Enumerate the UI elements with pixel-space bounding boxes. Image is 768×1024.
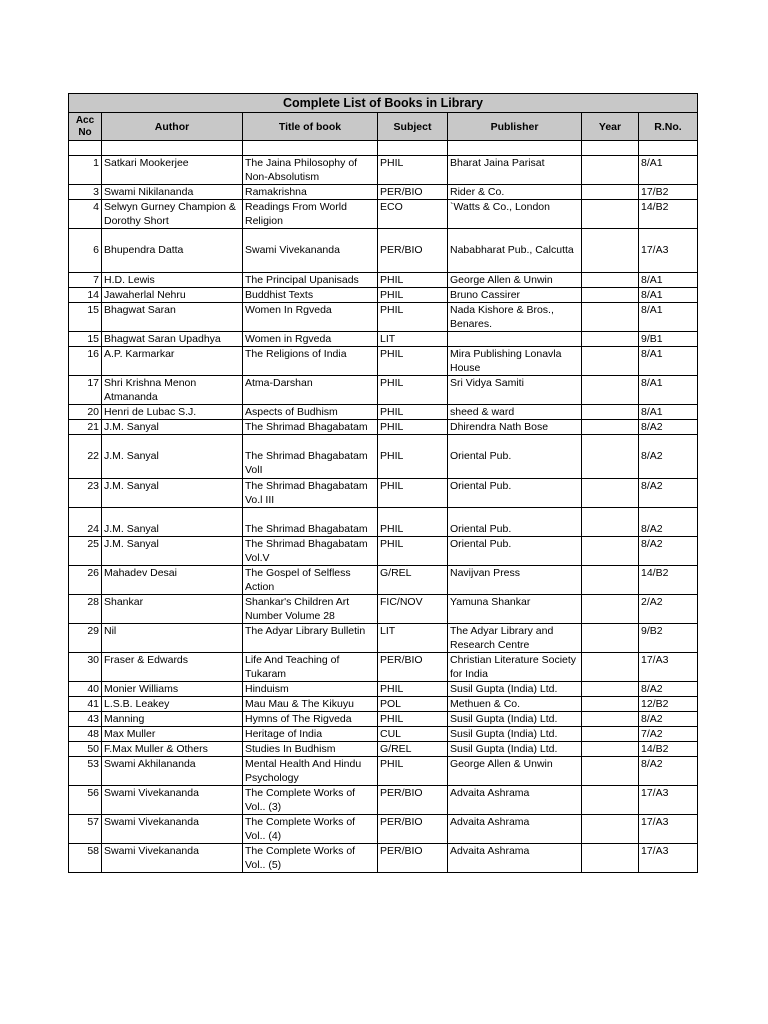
- cell-subject: PHIL: [378, 303, 448, 332]
- cell-year: [582, 624, 639, 653]
- cell-acc-no: 28: [69, 595, 102, 624]
- cell-author: Swami Nikilananda: [102, 185, 243, 200]
- table-body: [69, 156, 698, 873]
- cell-year: [582, 786, 639, 815]
- cell-author: J.M. Sanyal: [102, 537, 243, 566]
- cell-subject: ECO: [378, 200, 448, 229]
- cell-author: Swami Vivekananda: [102, 815, 243, 844]
- cell-author: Bhagwat Saran: [102, 303, 243, 332]
- cell-subject: PHIL: [378, 537, 448, 566]
- cell-title: The Shrimad Bhagabatam Vo.l III: [243, 479, 378, 508]
- cell-title: Mau Mau & The Kikuyu: [243, 697, 378, 712]
- cell-author: Swami Akhilananda: [102, 757, 243, 786]
- col-header-rno: R.No.: [639, 113, 698, 141]
- cell-year: [582, 303, 639, 332]
- cell-publisher: Dhirendra Nath Bose: [448, 420, 582, 435]
- cell-author: J.M. Sanyal: [102, 435, 243, 479]
- table-row: [69, 624, 698, 653]
- cell-title: Atma-Darshan: [243, 376, 378, 405]
- table-row: [69, 682, 698, 697]
- cell-publisher: Mira Publishing Lonavla House: [448, 347, 582, 376]
- cell-acc-no: 40: [69, 682, 102, 697]
- table-row: [69, 229, 698, 273]
- cell-publisher: Bruno Cassirer: [448, 288, 582, 303]
- cell-rack-no: 7/A2: [639, 727, 698, 742]
- cell-publisher: Rider & Co.: [448, 185, 582, 200]
- table-row: [69, 537, 698, 566]
- cell-title: Aspects of Budhism: [243, 405, 378, 420]
- cell-rack-no: 8/A1: [639, 156, 698, 185]
- cell-subject: PER/BIO: [378, 185, 448, 200]
- books-table: [68, 93, 698, 873]
- table-row: [69, 595, 698, 624]
- cell-title: Swami Vivekananda: [243, 229, 378, 273]
- cell-publisher: Navijvan Press: [448, 566, 582, 595]
- cell-acc-no: 30: [69, 653, 102, 682]
- cell-acc-no: 24: [69, 508, 102, 537]
- cell-rack-no: 14/B2: [639, 566, 698, 595]
- table-row: [69, 376, 698, 405]
- cell-rack-no: 8/A2: [639, 435, 698, 479]
- cell-subject: PHIL: [378, 273, 448, 288]
- table-row: [69, 786, 698, 815]
- cell-publisher: Susil Gupta (India) Ltd.: [448, 682, 582, 697]
- cell-subject: PER/BIO: [378, 844, 448, 873]
- cell-title: The Jaina Philosophy of Non-Absolutism: [243, 156, 378, 185]
- cell-year: [582, 757, 639, 786]
- cell-year: [582, 566, 639, 595]
- cell-year: [582, 376, 639, 405]
- cell-rack-no: 8/A1: [639, 303, 698, 332]
- cell-rack-no: 9/B1: [639, 332, 698, 347]
- cell-subject: LIT: [378, 332, 448, 347]
- cell-subject: PHIL: [378, 435, 448, 479]
- cell-subject: PHIL: [378, 682, 448, 697]
- cell-year: [582, 742, 639, 757]
- cell-year: [582, 727, 639, 742]
- cell-title: Women In Rgveda: [243, 303, 378, 332]
- cell-title: The Shrimad Bhagabatam: [243, 508, 378, 537]
- table-row: [69, 185, 698, 200]
- cell-year: [582, 405, 639, 420]
- cell-year: [582, 435, 639, 479]
- cell-title: The Shrimad Bhagabatam Vol.V: [243, 537, 378, 566]
- cell-publisher: `Watts & Co., London: [448, 200, 582, 229]
- cell-subject: PHIL: [378, 405, 448, 420]
- table-row: [69, 566, 698, 595]
- col-header-subject: Subject: [378, 113, 448, 141]
- cell-rack-no: 17/A3: [639, 844, 698, 873]
- cell-year: [582, 479, 639, 508]
- cell-subject: G/REL: [378, 566, 448, 595]
- cell-title: The Adyar Library Bulletin: [243, 624, 378, 653]
- cell-publisher: [448, 332, 582, 347]
- cell-acc-no: 25: [69, 537, 102, 566]
- cell-year: [582, 420, 639, 435]
- cell-title: The Shrimad Bhagabatam VolI: [243, 435, 378, 479]
- cell-subject: PHIL: [378, 376, 448, 405]
- cell-publisher: Nada Kishore & Bros., Benares.: [448, 303, 582, 332]
- cell-title: Women in Rgveda: [243, 332, 378, 347]
- table-row: [69, 273, 698, 288]
- cell-author: Shankar: [102, 595, 243, 624]
- cell-year: [582, 537, 639, 566]
- cell-title: The Religions of India: [243, 347, 378, 376]
- cell-rack-no: 17/A3: [639, 653, 698, 682]
- cell-acc-no: 43: [69, 712, 102, 727]
- cell-rack-no: 8/A1: [639, 405, 698, 420]
- cell-rack-no: 8/A1: [639, 288, 698, 303]
- cell-acc-no: 50: [69, 742, 102, 757]
- cell-rack-no: 8/A1: [639, 376, 698, 405]
- cell-subject: POL: [378, 697, 448, 712]
- cell-acc-no: 7: [69, 273, 102, 288]
- cell-year: [582, 595, 639, 624]
- cell-publisher: Bharat Jaina Parisat: [448, 156, 582, 185]
- cell-author: Mahadev Desai: [102, 566, 243, 595]
- cell-rack-no: 17/B2: [639, 185, 698, 200]
- book-list-sheet: [68, 93, 697, 873]
- sheet-title: Complete List of Books in Library: [69, 94, 698, 113]
- cell-title: Shankar's Children Art Number Volume 28: [243, 595, 378, 624]
- cell-author: Jawaherlal Nehru: [102, 288, 243, 303]
- cell-title: Studies In Budhism: [243, 742, 378, 757]
- cell-rack-no: 8/A2: [639, 682, 698, 697]
- cell-subject: PHIL: [378, 420, 448, 435]
- cell-rack-no: 17/A3: [639, 229, 698, 273]
- cell-author: L.S.B. Leakey: [102, 697, 243, 712]
- cell-author: Satkari Mookerjee: [102, 156, 243, 185]
- cell-author: Henri de Lubac S.J.: [102, 405, 243, 420]
- cell-year: [582, 332, 639, 347]
- col-header-acc: Acc No: [69, 113, 102, 141]
- cell-publisher: Christian Literature Society for India: [448, 653, 582, 682]
- cell-subject: PHIL: [378, 508, 448, 537]
- cell-author: Max Muller: [102, 727, 243, 742]
- col-header-author: Author: [102, 113, 243, 141]
- table-row: [69, 742, 698, 757]
- cell-rack-no: 17/A3: [639, 815, 698, 844]
- cell-subject: G/REL: [378, 742, 448, 757]
- cell-year: [582, 229, 639, 273]
- cell-year: [582, 156, 639, 185]
- table-row: [69, 156, 698, 185]
- table-row: [69, 653, 698, 682]
- cell-subject: PHIL: [378, 712, 448, 727]
- cell-acc-no: 53: [69, 757, 102, 786]
- col-header-year: Year: [582, 113, 639, 141]
- col-header-publisher: Publisher: [448, 113, 582, 141]
- cell-rack-no: 9/B2: [639, 624, 698, 653]
- cell-publisher: Advaita Ashrama: [448, 786, 582, 815]
- cell-author: Fraser & Edwards: [102, 653, 243, 682]
- cell-rack-no: 14/B2: [639, 742, 698, 757]
- table-row: [69, 405, 698, 420]
- cell-subject: PHIL: [378, 288, 448, 303]
- cell-acc-no: 56: [69, 786, 102, 815]
- cell-subject: PER/BIO: [378, 229, 448, 273]
- cell-year: [582, 653, 639, 682]
- cell-author: Swami Vivekananda: [102, 844, 243, 873]
- cell-author: Bhagwat Saran Upadhya: [102, 332, 243, 347]
- table-row: [69, 332, 698, 347]
- cell-acc-no: 48: [69, 727, 102, 742]
- cell-publisher: Advaita Ashrama: [448, 815, 582, 844]
- cell-acc-no: 16: [69, 347, 102, 376]
- cell-author: J.M. Sanyal: [102, 508, 243, 537]
- table-row: [69, 303, 698, 332]
- cell-rack-no: 17/A3: [639, 786, 698, 815]
- cell-acc-no: 20: [69, 405, 102, 420]
- cell-title: Ramakrishna: [243, 185, 378, 200]
- cell-publisher: Oriental Pub.: [448, 537, 582, 566]
- cell-author: Manning: [102, 712, 243, 727]
- cell-year: [582, 185, 639, 200]
- cell-author: A.P. Karmarkar: [102, 347, 243, 376]
- cell-title: Life And Teaching of Tukaram: [243, 653, 378, 682]
- blank-row: [69, 141, 698, 156]
- cell-rack-no: 2/A2: [639, 595, 698, 624]
- cell-publisher: George Allen & Unwin: [448, 273, 582, 288]
- cell-rack-no: 8/A2: [639, 712, 698, 727]
- table-row: [69, 844, 698, 873]
- cell-title: The Complete Works of Vol.. (4): [243, 815, 378, 844]
- cell-author: Selwyn Gurney Champion & Dorothy Short: [102, 200, 243, 229]
- cell-title: Buddhist Texts: [243, 288, 378, 303]
- table-row: [69, 200, 698, 229]
- cell-year: [582, 508, 639, 537]
- cell-acc-no: 1: [69, 156, 102, 185]
- cell-publisher: Oriental Pub.: [448, 508, 582, 537]
- cell-author: J.M. Sanyal: [102, 420, 243, 435]
- cell-title: The Principal Upanisads: [243, 273, 378, 288]
- cell-rack-no: 8/A2: [639, 537, 698, 566]
- cell-subject: PHIL: [378, 156, 448, 185]
- cell-publisher: Susil Gupta (India) Ltd.: [448, 712, 582, 727]
- cell-subject: PER/BIO: [378, 815, 448, 844]
- cell-publisher: Methuen & Co.: [448, 697, 582, 712]
- cell-author: Shri Krishna Menon Atmananda: [102, 376, 243, 405]
- cell-acc-no: 6: [69, 229, 102, 273]
- table-row: [69, 479, 698, 508]
- cell-author: Bhupendra Datta: [102, 229, 243, 273]
- cell-acc-no: 15: [69, 332, 102, 347]
- cell-title: The Shrimad Bhagabatam: [243, 420, 378, 435]
- table-row: [69, 435, 698, 479]
- cell-acc-no: 41: [69, 697, 102, 712]
- cell-year: [582, 347, 639, 376]
- cell-rack-no: 8/A2: [639, 757, 698, 786]
- cell-acc-no: 57: [69, 815, 102, 844]
- cell-rack-no: 8/A1: [639, 273, 698, 288]
- cell-publisher: Advaita Ashrama: [448, 844, 582, 873]
- cell-year: [582, 844, 639, 873]
- cell-acc-no: 14: [69, 288, 102, 303]
- table-row: [69, 815, 698, 844]
- cell-acc-no: 22: [69, 435, 102, 479]
- cell-year: [582, 697, 639, 712]
- col-header-title: Title of book: [243, 113, 378, 141]
- cell-subject: PER/BIO: [378, 653, 448, 682]
- cell-rack-no: 14/B2: [639, 200, 698, 229]
- table-row: [69, 757, 698, 786]
- cell-acc-no: 23: [69, 479, 102, 508]
- cell-author: F.Max Muller & Others: [102, 742, 243, 757]
- cell-author: J.M. Sanyal: [102, 479, 243, 508]
- cell-title: The Gospel of Selfless Action: [243, 566, 378, 595]
- table-row: [69, 288, 698, 303]
- cell-rack-no: 8/A1: [639, 347, 698, 376]
- table-row: [69, 508, 698, 537]
- cell-title: Hinduism: [243, 682, 378, 697]
- table-row: [69, 420, 698, 435]
- cell-subject: FIC/NOV: [378, 595, 448, 624]
- table-row: [69, 347, 698, 376]
- cell-title: Heritage of India: [243, 727, 378, 742]
- cell-rack-no: 8/A2: [639, 508, 698, 537]
- cell-subject: PER/BIO: [378, 786, 448, 815]
- cell-subject: PHIL: [378, 757, 448, 786]
- cell-year: [582, 273, 639, 288]
- cell-subject: PHIL: [378, 347, 448, 376]
- cell-subject: CUL: [378, 727, 448, 742]
- cell-publisher: Yamuna Shankar: [448, 595, 582, 624]
- cell-acc-no: 15: [69, 303, 102, 332]
- cell-acc-no: 58: [69, 844, 102, 873]
- cell-acc-no: 26: [69, 566, 102, 595]
- cell-publisher: Oriental Pub.: [448, 435, 582, 479]
- cell-subject: PHIL: [378, 479, 448, 508]
- table-row: [69, 727, 698, 742]
- cell-publisher: The Adyar Library and Research Centre: [448, 624, 582, 653]
- cell-publisher: George Allen & Unwin: [448, 757, 582, 786]
- cell-author: H.D. Lewis: [102, 273, 243, 288]
- cell-year: [582, 712, 639, 727]
- cell-author: Nil: [102, 624, 243, 653]
- table-row: [69, 712, 698, 727]
- cell-acc-no: 21: [69, 420, 102, 435]
- cell-publisher: Nababharat Pub., Calcutta: [448, 229, 582, 273]
- cell-acc-no: 3: [69, 185, 102, 200]
- cell-publisher: Oriental Pub.: [448, 479, 582, 508]
- cell-title: Readings From World Religion: [243, 200, 378, 229]
- cell-acc-no: 29: [69, 624, 102, 653]
- cell-title: Hymns of The Rigveda: [243, 712, 378, 727]
- cell-rack-no: 12/B2: [639, 697, 698, 712]
- cell-year: [582, 682, 639, 697]
- cell-publisher: Susil Gupta (India) Ltd.: [448, 742, 582, 757]
- cell-year: [582, 200, 639, 229]
- cell-year: [582, 288, 639, 303]
- cell-title: Mental Health And Hindu Psychology: [243, 757, 378, 786]
- table-row: [69, 697, 698, 712]
- cell-subject: LIT: [378, 624, 448, 653]
- cell-author: Monier Williams: [102, 682, 243, 697]
- cell-rack-no: 8/A2: [639, 479, 698, 508]
- cell-publisher: sheed & ward: [448, 405, 582, 420]
- cell-rack-no: 8/A2: [639, 420, 698, 435]
- cell-publisher: Sri Vidya Samiti: [448, 376, 582, 405]
- cell-title: The Complete Works of Vol.. (3): [243, 786, 378, 815]
- cell-title: The Complete Works of Vol.. (5): [243, 844, 378, 873]
- cell-acc-no: 17: [69, 376, 102, 405]
- cell-publisher: Susil Gupta (India) Ltd.: [448, 727, 582, 742]
- cell-acc-no: 4: [69, 200, 102, 229]
- cell-author: Swami Vivekananda: [102, 786, 243, 815]
- cell-year: [582, 815, 639, 844]
